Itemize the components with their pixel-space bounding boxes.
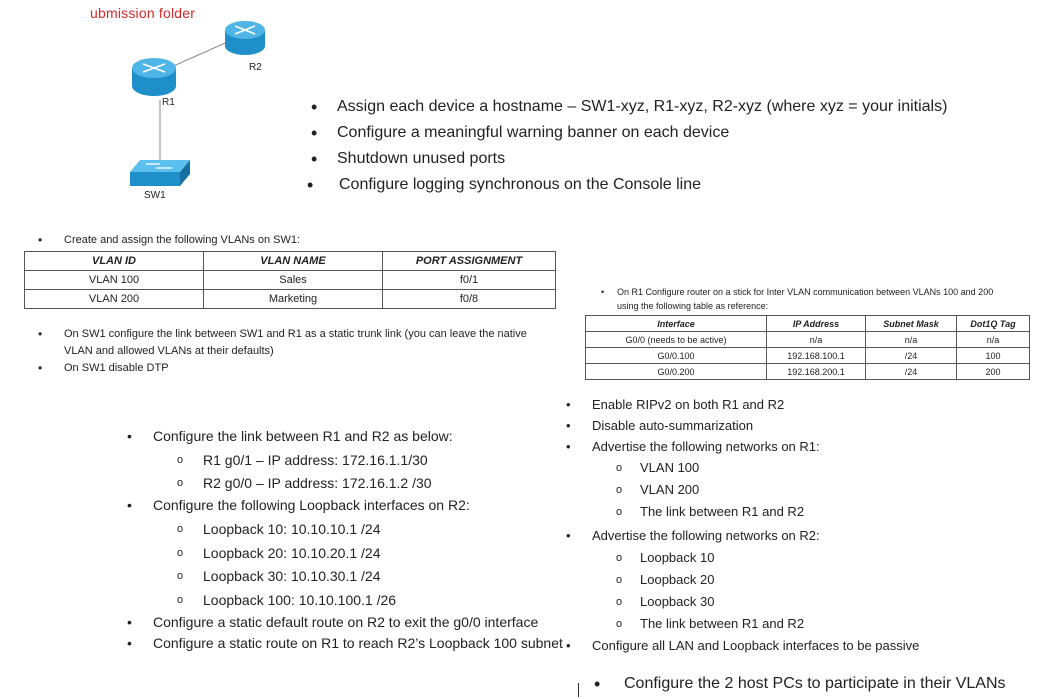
task-trunk: • On SW1 configure the link between SW1 and R1 as a static trunk link (you can leave the native xyxy=(38,327,527,341)
task-trunk-cont: VLAN and allowed VLANs at their defaults) xyxy=(64,345,274,357)
switch-sw1-icon xyxy=(130,160,190,186)
static-default-route: • Configure a static default route on R2 to exit the g0/0 interface xyxy=(127,614,539,630)
router-stick-intro: • On R1 Configure router on a stick for Inter VLAN communication between VLANs 100 and 200 using the following table as reference: xyxy=(601,287,994,311)
table-row: VLAN 100 Sales f0/1 xyxy=(25,271,556,290)
task-logging-sync: • Configure logging synchronous on the Console line xyxy=(307,175,702,195)
host-pcs-task: • Configure the 2 host PCs to participate in their VLANs xyxy=(594,674,1006,694)
link-config-section xyxy=(127,426,573,654)
list-item: o Loopback 10 xyxy=(616,550,715,565)
list-item: o Loopback 10: 10.10.10.1 /24 xyxy=(177,521,381,537)
port-assignment-header: PORT ASSIGNMENT xyxy=(383,252,556,271)
rip-adv-r1: • Advertise the following networks on R1: xyxy=(566,439,820,454)
topology-diagram xyxy=(120,10,300,210)
rip-enable: • Enable RIPv2 on both R1 and R2 xyxy=(566,397,785,412)
task-dtp: • On SW1 disable DTP xyxy=(38,361,169,375)
table-row: G0/0.100 192.168.100.1 /24 100 xyxy=(586,348,1030,364)
list-item: o Loopback 30 xyxy=(616,594,715,609)
r2-label: R2 xyxy=(249,62,262,73)
sw1-tasks-list xyxy=(38,326,527,377)
submission-folder-fragment: ubmission folder xyxy=(90,5,196,21)
vlan-intro: • Create and assign the following VLANs on SW1: xyxy=(38,233,301,247)
list-item: o VLAN 200 xyxy=(616,482,700,497)
table-row: VLAN 200 Marketing f0/8 xyxy=(25,290,556,309)
list-item: o The link between R1 and R2 xyxy=(616,616,805,631)
device-tasks-list xyxy=(307,97,948,201)
list-item: o R2 g0/0 – IP address: 172.16.1.2 /30 xyxy=(177,475,432,491)
task-banner: • Configure a meaningful warning banner on each device xyxy=(311,123,730,143)
router-r2-icon xyxy=(225,21,265,55)
text-cursor xyxy=(578,683,579,697)
sw1-label: SW1 xyxy=(144,190,166,201)
router-stick-table: Interface IP Address Subnet Mask Dot1Q Tag G0/0 (needs to be active) n/a n/a n/a G0/0.100 192.168.100.1 /24 100 G0/0.200 192.168.200.1 /24 200 xyxy=(585,315,1030,380)
rip-disable-auto: • Disable auto-summarization xyxy=(566,418,754,433)
task-shutdown-ports: • Shutdown unused ports xyxy=(311,149,506,169)
task-hostname: • Assign each device a hostname – SW1-xyz, R1-xyz, R2-xyz (where xyz = your initials) xyxy=(311,97,948,117)
r1-label: R1 xyxy=(162,97,175,108)
static-route: • Configure a static route on R1 to reach R2’s Loopback 100 subnet xyxy=(127,635,563,651)
router-r1-icon xyxy=(132,58,176,96)
table-row: G0/0 (needs to be active) n/a n/a n/a xyxy=(586,332,1030,348)
list-item: o Loopback 100: 10.10.100.1 /26 xyxy=(177,591,397,608)
list-item: o Loopback 20 xyxy=(616,572,715,587)
list-item: o R1 g0/1 – IP address: 172.16.1.1/30 xyxy=(177,452,428,468)
rip-adv-r2: • Advertise the following networks on R2: xyxy=(566,528,820,543)
list-item: o Loopback 20: 10.10.20.1 /24 xyxy=(177,544,381,561)
loopback-title: • Configure the following Loopback interfaces on R2: xyxy=(127,497,470,513)
rip-section xyxy=(566,394,1032,657)
vlan-table xyxy=(24,251,556,309)
link-title: • Configure the link between R1 and R2 as below: xyxy=(127,428,453,444)
vlan-id-header: VLAN ID xyxy=(25,252,204,271)
rip-passive: • Configure all LAN and Loopback interfaces to be passive xyxy=(566,638,920,653)
list-item: o The link between R1 and R2 xyxy=(616,504,805,519)
table-row: G0/0.200 192.168.200.1 /24 200 xyxy=(586,364,1030,380)
list-item: o VLAN 100 xyxy=(616,460,700,475)
list-item: o Loopback 30: 10.10.30.1 /24 xyxy=(177,568,381,584)
vlan-name-header: VLAN NAME xyxy=(204,252,383,271)
